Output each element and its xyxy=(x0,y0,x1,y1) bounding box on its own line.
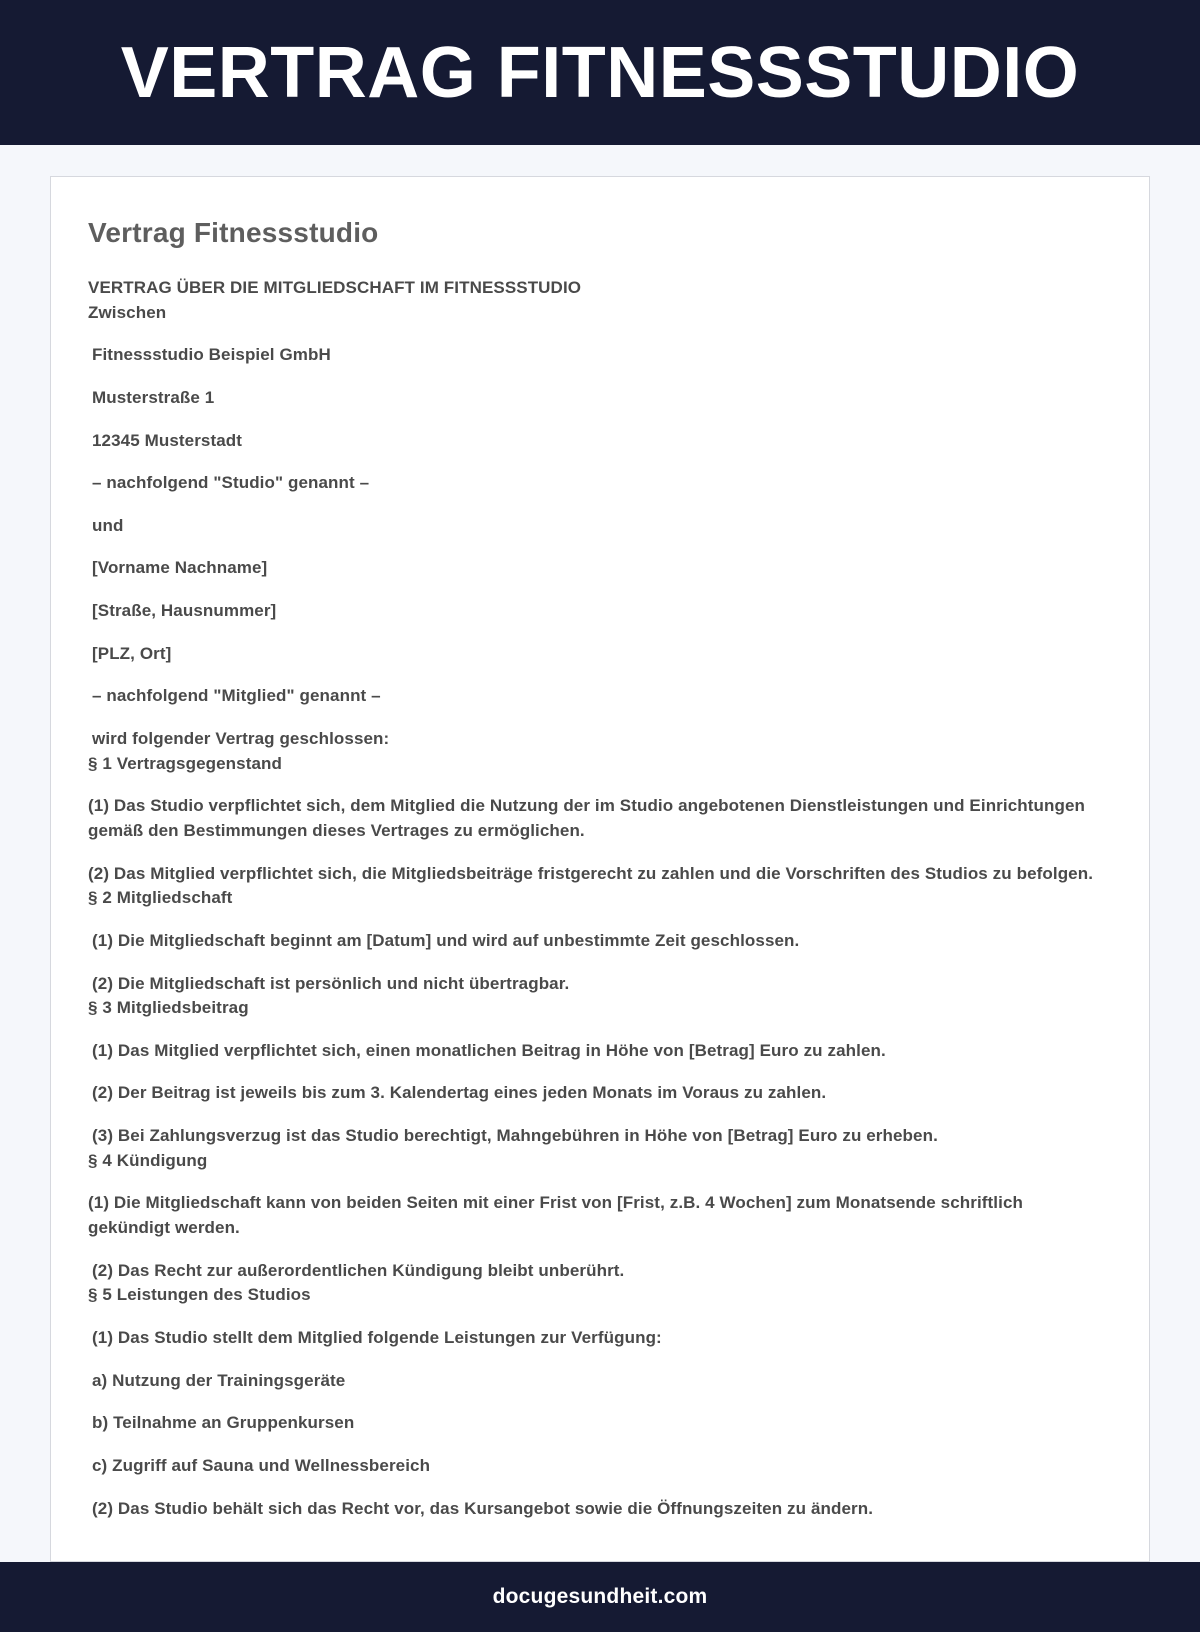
document-heading: Vertrag Fitnessstudio xyxy=(88,217,379,248)
document-paragraph: und xyxy=(92,515,124,535)
page-banner xyxy=(0,0,1200,145)
document-paragraph: (1) Die Mitgliedschaft beginnt am [Datum] und wird auf unbestimmte Zeit geschlossen. xyxy=(92,930,800,950)
document-paragraph: Fitnessstudio Beispiel GmbH xyxy=(92,345,331,365)
document-paragraph: (2) Der Beitrag ist jeweils bis zum 3. Kalendertag eines jeden Monats im Voraus zu zahlen. xyxy=(92,1083,827,1103)
document-paragraph: 12345 Musterstadt xyxy=(92,430,243,450)
document-paragraph: Musterstraße 1 xyxy=(92,387,215,407)
document-paragraph: c) Zugriff auf Sauna und Wellnessbereich xyxy=(92,1455,431,1475)
document-paragraph: VERTRAG ÜBER DIE MITGLIEDSCHAFT IM FITNESSSTUDIO Zwischen xyxy=(88,278,582,322)
document-paragraph: [Straße, Hausnummer] xyxy=(92,601,277,621)
document-paragraph: (1) Die Mitgliedschaft kann von beiden Seiten mit einer Frist von [Frist, z.B. 4 Wochen] zum Monatsende schriftlich gekündigt werden. xyxy=(88,1193,1023,1238)
document-paragraph: (2) Die Mitgliedschaft ist persönlich und nicht übertragbar. § 3 Mitgliedsbeitrag xyxy=(88,973,570,1018)
document-paragraph: [PLZ, Ort] xyxy=(92,643,172,663)
document-paragraph: (2) Das Mitglied verpflichtet sich, die Mitgliedsbeiträge fristgerecht zu zahlen und die Vorschriften des Studios zu befolgen. § 2 Mitgliedschaft xyxy=(88,863,1094,908)
document-paragraph: (1) Das Studio stellt dem Mitglied folgende Leistungen zur Verfügung: xyxy=(92,1327,662,1347)
document-paragraph: (1) Das Mitglied verpflichtet sich, einen monatlichen Beitrag in Höhe von [Betrag] Euro zu zahlen. xyxy=(92,1040,886,1060)
page-body xyxy=(0,145,1200,1562)
document-paragraph: – nachfolgend "Mitglied" genannt – xyxy=(92,686,381,706)
page-footer xyxy=(0,1562,1200,1632)
document-paragraph: (1) Das Studio verpflichtet sich, dem Mitglied die Nutzung der im Studio angebotenen Dienstleistungen und Einrichtungen gemäß den Bestimmungen dieses Vertrages zu ermöglichen. xyxy=(88,796,1086,840)
document-paragraph: [Vorname Nachname] xyxy=(92,558,268,578)
document-paragraph: (2) Das Studio behält sich das Recht vor, das Kursangebot sowie die Öffnungszeiten zu ändern. xyxy=(92,1498,874,1518)
document-paragraph: – nachfolgend "Studio" genannt – xyxy=(92,473,370,493)
document-paragraph: wird folgender Vertrag geschlossen: § 1 Vertragsgegenstand xyxy=(88,729,390,773)
document-content xyxy=(88,276,1109,1521)
document-paragraph: (3) Bei Zahlungsverzug ist das Studio berechtigt, Mahngebühren in Höhe von [Betrag] Euro zu erheben. § 4 Kündigung xyxy=(88,1126,938,1170)
document-paragraph: a) Nutzung der Trainingsgeräte xyxy=(92,1370,346,1390)
document-paragraph: b) Teilnahme an Gruppenkursen xyxy=(92,1413,355,1433)
footer-site-name: docugesundheit.com xyxy=(492,1585,708,1609)
document-paragraph: (2) Das Recht zur außerordentlichen Kündigung bleibt unberührt. § 5 Leistungen des Studios xyxy=(88,1260,625,1305)
document-card xyxy=(50,176,1150,1562)
banner-title: VERTRAG FITNESSSTUDIO xyxy=(120,32,1080,113)
